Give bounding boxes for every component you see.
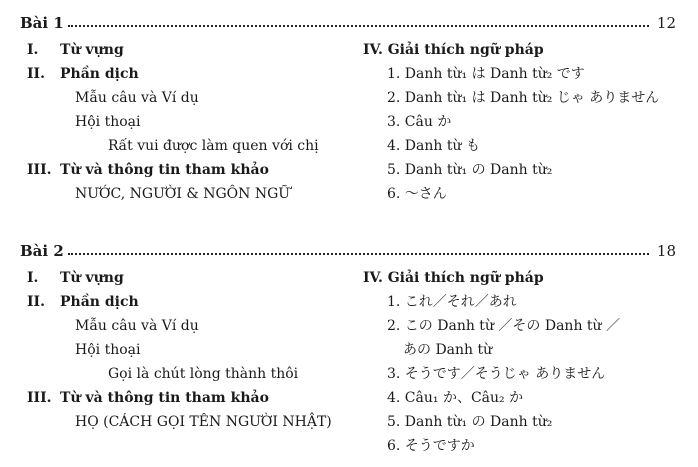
lesson-1-left-column — [27, 38, 357, 206]
lesson-1-header[interactable] — [20, 10, 676, 32]
grammar-heading[interactable]: IV. Giải thích ngữ pháp — [363, 270, 544, 286]
lesson-1-title: Bài 1 — [20, 14, 64, 32]
grammar-item[interactable]: 2. Danh từ₁ は Danh từ₂ じゃ ありません — [387, 90, 660, 106]
grammar-item-continuation[interactable]: あの Danh từ — [403, 342, 493, 358]
dot-leader — [68, 253, 649, 255]
grammar-item[interactable]: 3. そうです／そうじゃ ありません — [387, 366, 606, 382]
grammar-heading[interactable]: IV. Giải thích ngữ pháp — [363, 42, 544, 58]
section-title: Phần dịch — [60, 66, 139, 82]
section-vocabulary[interactable] — [27, 38, 357, 62]
reference-item[interactable]: NƯỚC, NGƯỜI & NGÔN NGỮ — [75, 186, 291, 202]
sub-item-example[interactable]: Mẫu câu và Ví dụ — [75, 90, 199, 106]
reference-item[interactable]: HỌ (CÁCH GỌI TÊN NGƯỜI NHẬT) — [75, 414, 332, 430]
grammar-item[interactable]: 1. Danh từ₁ は Danh từ₂ です — [387, 66, 585, 82]
section-number: II. — [27, 294, 45, 310]
section-reference[interactable] — [27, 386, 357, 410]
lesson-2-left-column — [27, 266, 357, 434]
section-number: I. — [27, 270, 39, 286]
sub-item-dialogue[interactable]: Hội thoại — [75, 114, 141, 130]
section-number: I. — [27, 42, 39, 58]
section-number: II. — [27, 66, 45, 82]
section-title: Phần dịch — [60, 294, 139, 310]
lesson-2 — [0, 228, 698, 458]
section-title: Từ và thông tin tham khảo — [60, 162, 269, 178]
grammar-item[interactable]: 5. Danh từ₁ の Danh từ₂ — [387, 162, 553, 178]
sub-item-dialogue[interactable]: Hội thoại — [75, 342, 141, 358]
lesson-2-page-number: 18 — [656, 242, 676, 260]
grammar-item[interactable]: 2. この Danh từ ／その Danh từ ／ — [387, 318, 621, 334]
dot-leader — [68, 25, 649, 27]
grammar-item[interactable]: 4. Câu₁ か、Câu₂ か — [387, 390, 524, 406]
section-title: Từ và thông tin tham khảo — [60, 390, 269, 406]
section-reference[interactable] — [27, 158, 357, 182]
lesson-2-title: Bài 2 — [20, 242, 64, 260]
dialogue-title[interactable]: Rất vui được làm quen với chị — [108, 138, 319, 154]
grammar-item[interactable]: 5. Danh từ₁ の Danh từ₂ — [387, 414, 553, 430]
section-translation[interactable] — [27, 290, 357, 314]
lesson-1-right-column — [363, 38, 683, 206]
grammar-item[interactable]: 3. Câu か — [387, 114, 452, 130]
dialogue-title[interactable]: Gọi là chút lòng thành thôi — [108, 366, 299, 382]
lesson-2-header[interactable] — [20, 238, 676, 260]
lesson-1 — [0, 0, 698, 230]
section-number: III. — [27, 390, 52, 406]
grammar-item[interactable]: 6. ～さん — [387, 186, 447, 202]
grammar-item[interactable]: 1. これ／それ／あれ — [387, 294, 517, 310]
section-title: Từ vựng — [60, 42, 124, 58]
section-translation[interactable] — [27, 62, 357, 86]
lesson-2-right-column — [363, 266, 683, 458]
lesson-1-page-number: 12 — [656, 14, 676, 32]
section-vocabulary[interactable] — [27, 266, 357, 290]
section-title: Từ vựng — [60, 270, 124, 286]
grammar-item[interactable]: 4. Danh từ も — [387, 138, 480, 154]
sub-item-example[interactable]: Mẫu câu và Ví dụ — [75, 318, 199, 334]
section-number: III. — [27, 162, 52, 178]
grammar-item[interactable]: 6. そうですか — [387, 438, 475, 454]
